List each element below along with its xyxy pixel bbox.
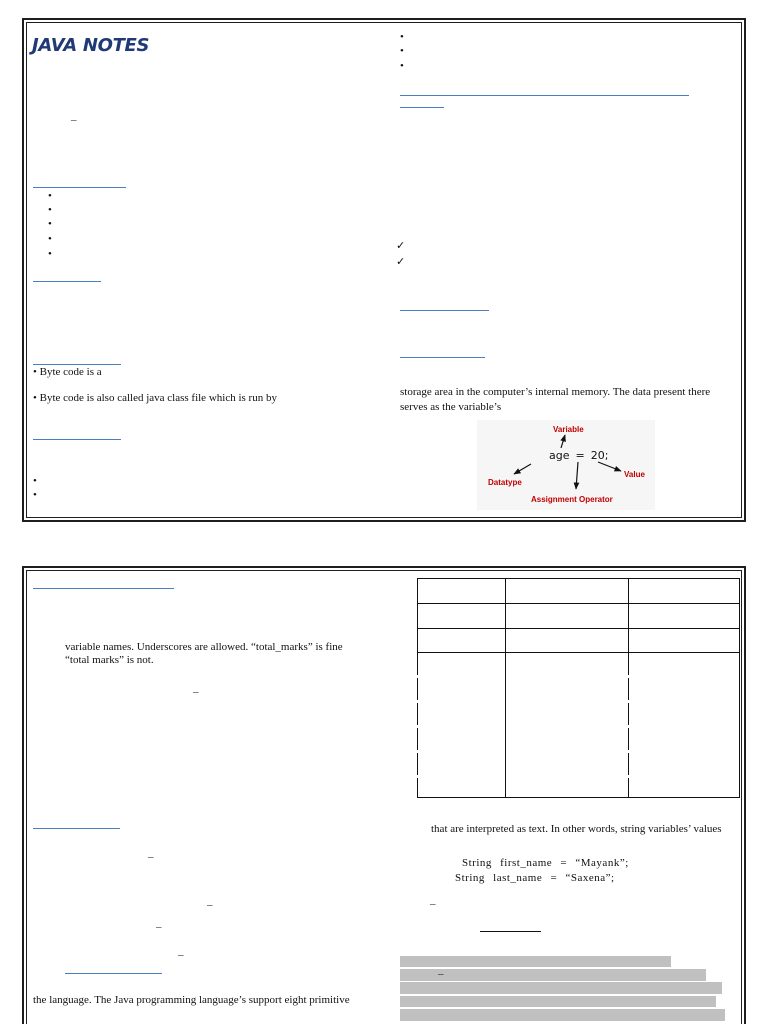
- dash: –: [156, 921, 162, 933]
- highlighted-line: [400, 982, 722, 994]
- highlighted-line: [400, 969, 706, 981]
- bullet: •: [400, 31, 404, 43]
- notes-page-1: [22, 18, 746, 522]
- dash: –: [193, 686, 199, 698]
- bullet: •: [33, 475, 37, 487]
- variable-definition-line-1: storage area in the computer’s internal memory. The data present there: [400, 386, 711, 398]
- bytecode-point-2: • Byte code is also called java class file which is run by: [33, 392, 277, 404]
- variable-definition-line-2: serves as the variable’s: [400, 401, 502, 413]
- bullet: •: [48, 233, 52, 245]
- bytecode-point-1: • Byte code is a: [33, 366, 102, 378]
- assignment-operator-label: Assignment Operator: [531, 495, 613, 504]
- bullet: •: [33, 489, 37, 501]
- dash: –: [438, 968, 444, 980]
- check-mark-icon: ✓: [396, 239, 406, 252]
- section-heading-underline: [33, 439, 121, 440]
- section-heading-underline: [400, 95, 689, 96]
- dash: –: [207, 899, 213, 911]
- underline-rule: [480, 931, 541, 932]
- bullet: •: [400, 45, 404, 57]
- bullet: •: [48, 248, 52, 260]
- variable-declaration-diagram: [477, 420, 655, 510]
- dash: –: [178, 949, 184, 961]
- code-example-line-2: String last_name = “Saxena”;: [455, 872, 615, 884]
- section-heading-underline: [400, 310, 489, 311]
- highlighted-line: [400, 1009, 725, 1021]
- section-heading-underline: [33, 281, 101, 282]
- naming-rule-line-2: “total marks” is not.: [65, 654, 154, 666]
- section-heading-underline: [33, 828, 120, 829]
- section-heading-underline: [33, 187, 126, 188]
- blank-table: [417, 578, 740, 799]
- value-label: Value: [624, 470, 645, 479]
- variable-label: Variable: [553, 425, 584, 434]
- table-grid: [417, 578, 740, 798]
- bullet: •: [48, 218, 52, 230]
- dash: –: [71, 114, 77, 126]
- dash: –: [430, 898, 436, 910]
- dash: –: [148, 851, 154, 863]
- code-example-line-1: String first_name = “Mayank”;: [462, 857, 629, 869]
- highlighted-line: [400, 996, 716, 1007]
- check-mark-icon: ✓: [396, 255, 406, 268]
- string-definition-line: that are interpreted as text. In other words, string variables’ values: [431, 823, 722, 835]
- bullet: •: [48, 204, 52, 216]
- document-title: JAVA NOTES: [32, 35, 150, 56]
- section-heading-underline: [400, 357, 485, 358]
- section-heading-underline: [33, 588, 174, 589]
- section-heading-underline: [65, 973, 162, 974]
- notes-page-2: [22, 566, 746, 1024]
- declaration-statement: age = 20;: [549, 449, 609, 462]
- bullet: •: [400, 60, 404, 72]
- primitive-types-intro: the language. The Java programming language’s support eight primitive: [33, 994, 350, 1006]
- highlighted-line: [400, 956, 671, 967]
- section-heading-underline: [400, 107, 444, 108]
- naming-rule-line-1: variable names. Underscores are allowed. “total_marks” is fine: [65, 641, 343, 653]
- bullet: •: [48, 190, 52, 202]
- datatype-label: Datatype: [488, 478, 522, 487]
- section-heading-underline: [33, 364, 121, 365]
